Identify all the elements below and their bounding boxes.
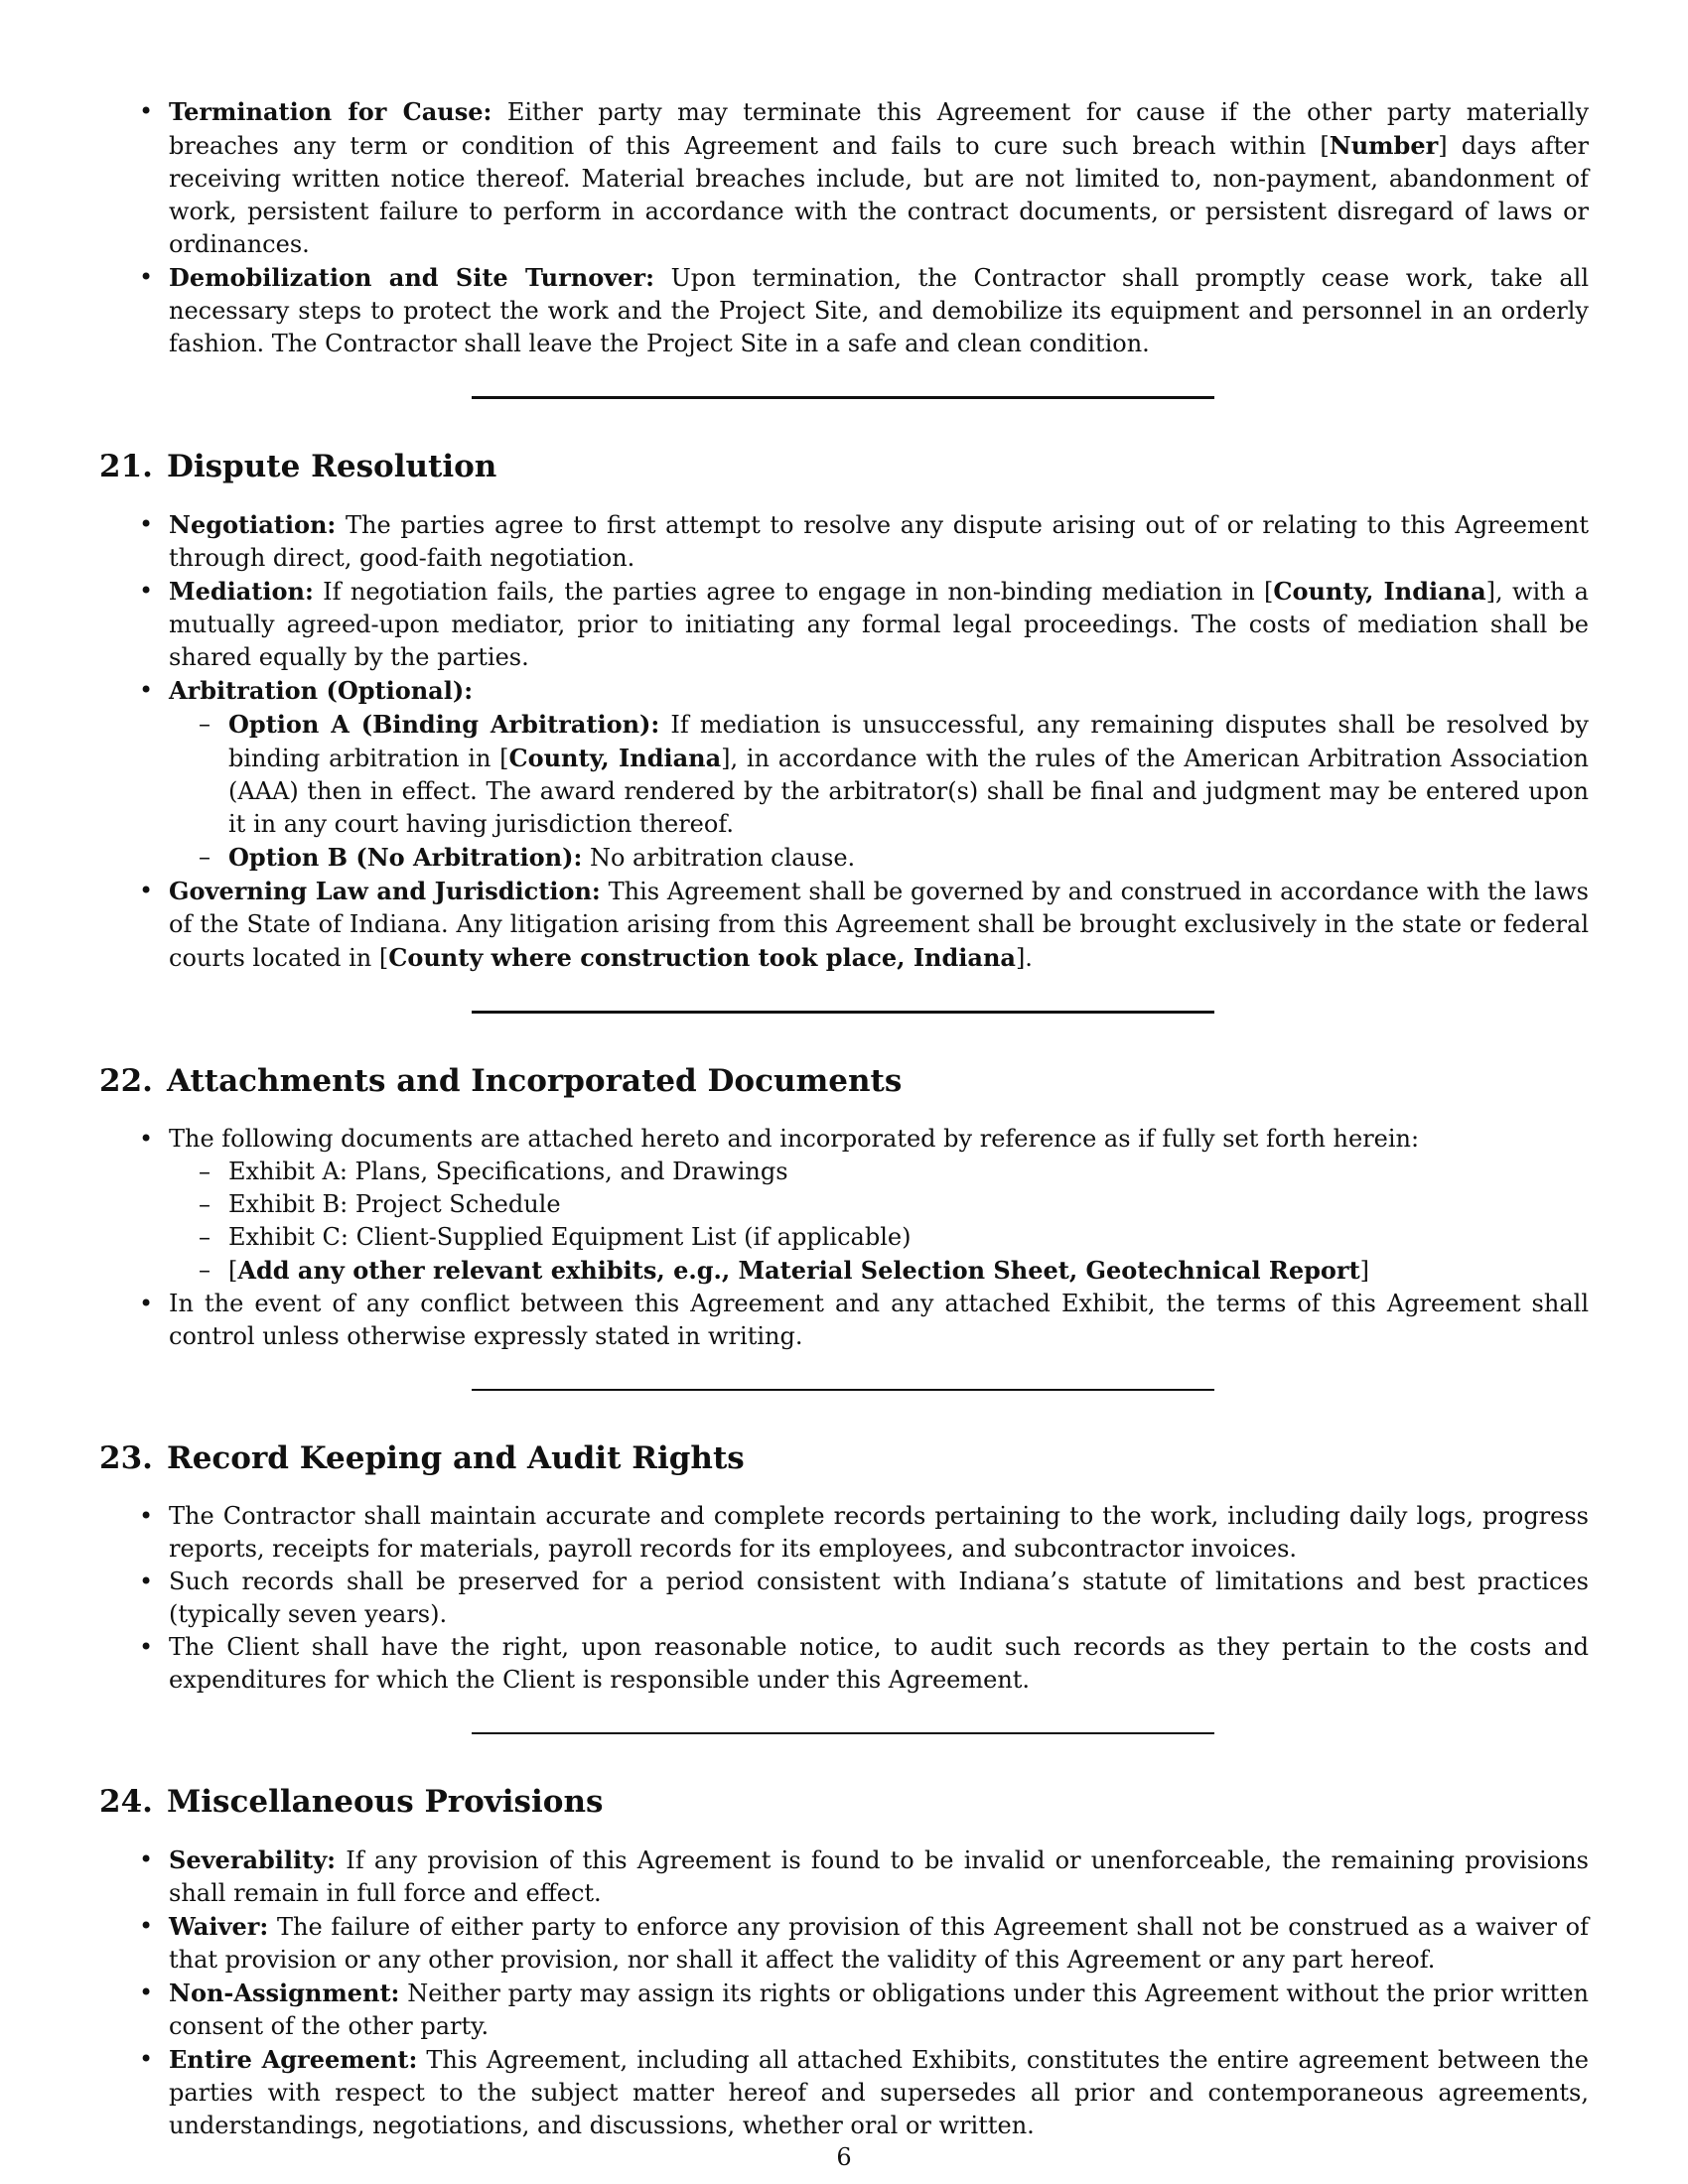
list-item [99,1910,1589,1977]
record-keeping-list [99,1500,1589,1697]
dispute-resolution-list [99,508,1589,975]
section-title: Record Keeping and Audit Rights [166,1440,745,1476]
list-item [99,261,1589,360]
attachments-list [99,1123,1589,1353]
section-title: Dispute Resolution [166,449,497,484]
list-item [99,2043,1589,2142]
item-text: ], with a mutually agreed-upon mediator, prior to initiating any formal legal proceedings. The costs of mediation shall be shared equally by the parties. [169,578,1589,671]
item-text: This Agreement shall be governed by and construed in accordance with the laws of the State of Indiana. Any litigation arising from this Agreement shall be brought exclusively in the state or federal courts located in [ [169,878,1589,972]
section-divider [472,1011,1214,1014]
item-label: Waiver: [169,1912,269,1941]
item-text: The failure of either party to enforce any provision of this Agreement shall not be construed as a waiver of that provision or any other provision, nor shall it affect the validity of this Agreement or any part hereof. [169,1913,1589,1974]
exhibit-item: – Exhibit C: Client-Supplied Equipment List (if applicable) [169,1221,1589,1254]
section-divider [472,1732,1214,1734]
section-title: Miscellaneous Provisions [166,1784,604,1820]
item-label: Entire Agreement: [169,2045,418,2074]
item-text: The following documents are attached hereto and incorporated by reference as if fully set forth herein: [169,1125,1420,1153]
termination-list [99,95,1589,360]
section-title: Attachments and Incorporated Documents [166,1063,903,1099]
item-text: If negotiation fails, the parties agree to engage in non-binding mediation in [ [323,578,1274,606]
section-number: 21. [99,449,153,484]
section-number: 22. [99,1063,153,1099]
item-text: ]. [1015,944,1033,972]
section-heading [99,1438,1589,1478]
section-number: 24. [99,1784,153,1820]
document-page [99,95,1589,2142]
section-heading [99,1061,1589,1101]
section-heading [99,1782,1589,1822]
item-label: Arbitration (Optional): [169,676,474,705]
section-number: 23. [99,1440,153,1476]
list-item [99,674,1589,875]
list-item [99,575,1589,674]
item-text: This Agreement, including all attached Exhibits, constitutes the entire agreement between the parties with respect to the subject matter hereof and supersedes all prior and contemporaneous agreements, understandings, negotiations, and discussions, whether oral or written. [169,2046,1589,2139]
item-text: The parties agree to first attempt to resolve any dispute arising out of or relating to this Agreement through direct, good-faith negotiation. [169,511,1590,572]
sub-list-item [169,708,1589,841]
item-text: Upon termination, the Contractor shall promptly cease work, take all necessary steps to protect the work and the Project Site, and demobilize its equipment and personnel in an orderly fashion. The Contractor shall leave the Project Site in a safe and clean condition. [169,264,1589,357]
placeholder-field: Number [1329,131,1439,160]
list-item: • The Client shall have the right, upon reasonable notice, to audit such records as they pertain to the costs and expenditures for which the Client is responsible under this Agreement. [99,1631,1589,1697]
sub-list-item [169,841,1589,875]
item-text: If any provision of this Agreement is found to be invalid or unenforceable, the remaining provisions shall remain in full force and effect. [169,1846,1589,1907]
item-label: Demobilization and Site Turnover: [169,263,654,292]
item-text: No arbitration clause. [589,844,856,872]
item-text: Either party may terminate this Agreement for cause if the other party materially breaches any term or condition of this Agreement and fails to cure such breach within [ [169,98,1589,160]
placeholder-field: Add any other relevant exhibits, e.g., Material Selection Sheet, Geotechnical Report [237,1256,1360,1285]
list-item [99,508,1589,575]
item-label: Option A (Binding Arbitration): [228,710,660,739]
exhibit-item: – [Add any other relevant exhibits, e.g., Material Selection Sheet, Geotechnical Report] [169,1254,1589,1288]
list-item [99,1123,1589,1288]
placeholder-field: County where construction took place, Indiana [388,943,1016,972]
item-label: Governing Law and Jurisdiction: [169,877,601,905]
page-number: 6 [836,2143,852,2171]
item-label: Option B (No Arbitration): [228,843,583,872]
item-label: Mediation: [169,577,314,606]
placeholder-field: County, Indiana [1273,577,1486,606]
exhibit-item: – Exhibit A: Plans, Specifications, and Drawings [169,1156,1589,1188]
list-item: • In the event of any conflict between this Agreement and any attached Exhibit, the terms of this Agreement shall control unless otherwise expressly stated in writing. [99,1288,1589,1353]
item-text: Neither party may assign its rights or obligations under this Agreement without the prior written consent of the other party. [169,1979,1589,2040]
item-label: Negotiation: [169,510,337,539]
list-item [99,95,1589,261]
list-item [99,1843,1589,1910]
item-label: Termination for Cause: [169,97,492,126]
list-item [99,875,1589,975]
placeholder-field: County, Indiana [508,744,722,772]
item-label: Non-Assignment: [169,1979,400,2007]
exhibit-item: – Exhibit B: Project Schedule [169,1188,1589,1221]
item-text: ] days after receiving written notice thereof. Material breaches include, but are not limited to, non-payment, abandonment of work, persistent failure to perform in accordance with the contract documents, or persistent disregard of laws or ordinances. [169,132,1590,258]
item-label: Severability: [169,1845,337,1874]
list-item: • Such records shall be preserved for a period consistent with Indiana’s statute of limitations and best practices (typically seven years). [99,1566,1589,1631]
section-divider [472,396,1214,399]
section-divider [472,1389,1214,1391]
item-text: ], in accordance with the rules of the American Arbitration Association (AAA) then in effect. The award rendered by the arbitrator(s) shall be final and judgment may be entered upon it in any court having jurisdiction thereof. [228,745,1589,838]
miscellaneous-list [99,1843,1589,2142]
list-item [99,1977,1589,2043]
exhibits-list [169,1156,1589,1288]
arbitration-options-list [169,708,1589,875]
section-heading [99,447,1589,486]
item-text: If mediation is unsuccessful, any remaining disputes shall be resolved by binding arbitration in [ [228,711,1589,772]
list-item: • The Contractor shall maintain accurate and complete records pertaining to the work, including daily logs, progress reports, receipts for materials, payroll records for its employees, and subcontractor invoices. [99,1500,1589,1566]
